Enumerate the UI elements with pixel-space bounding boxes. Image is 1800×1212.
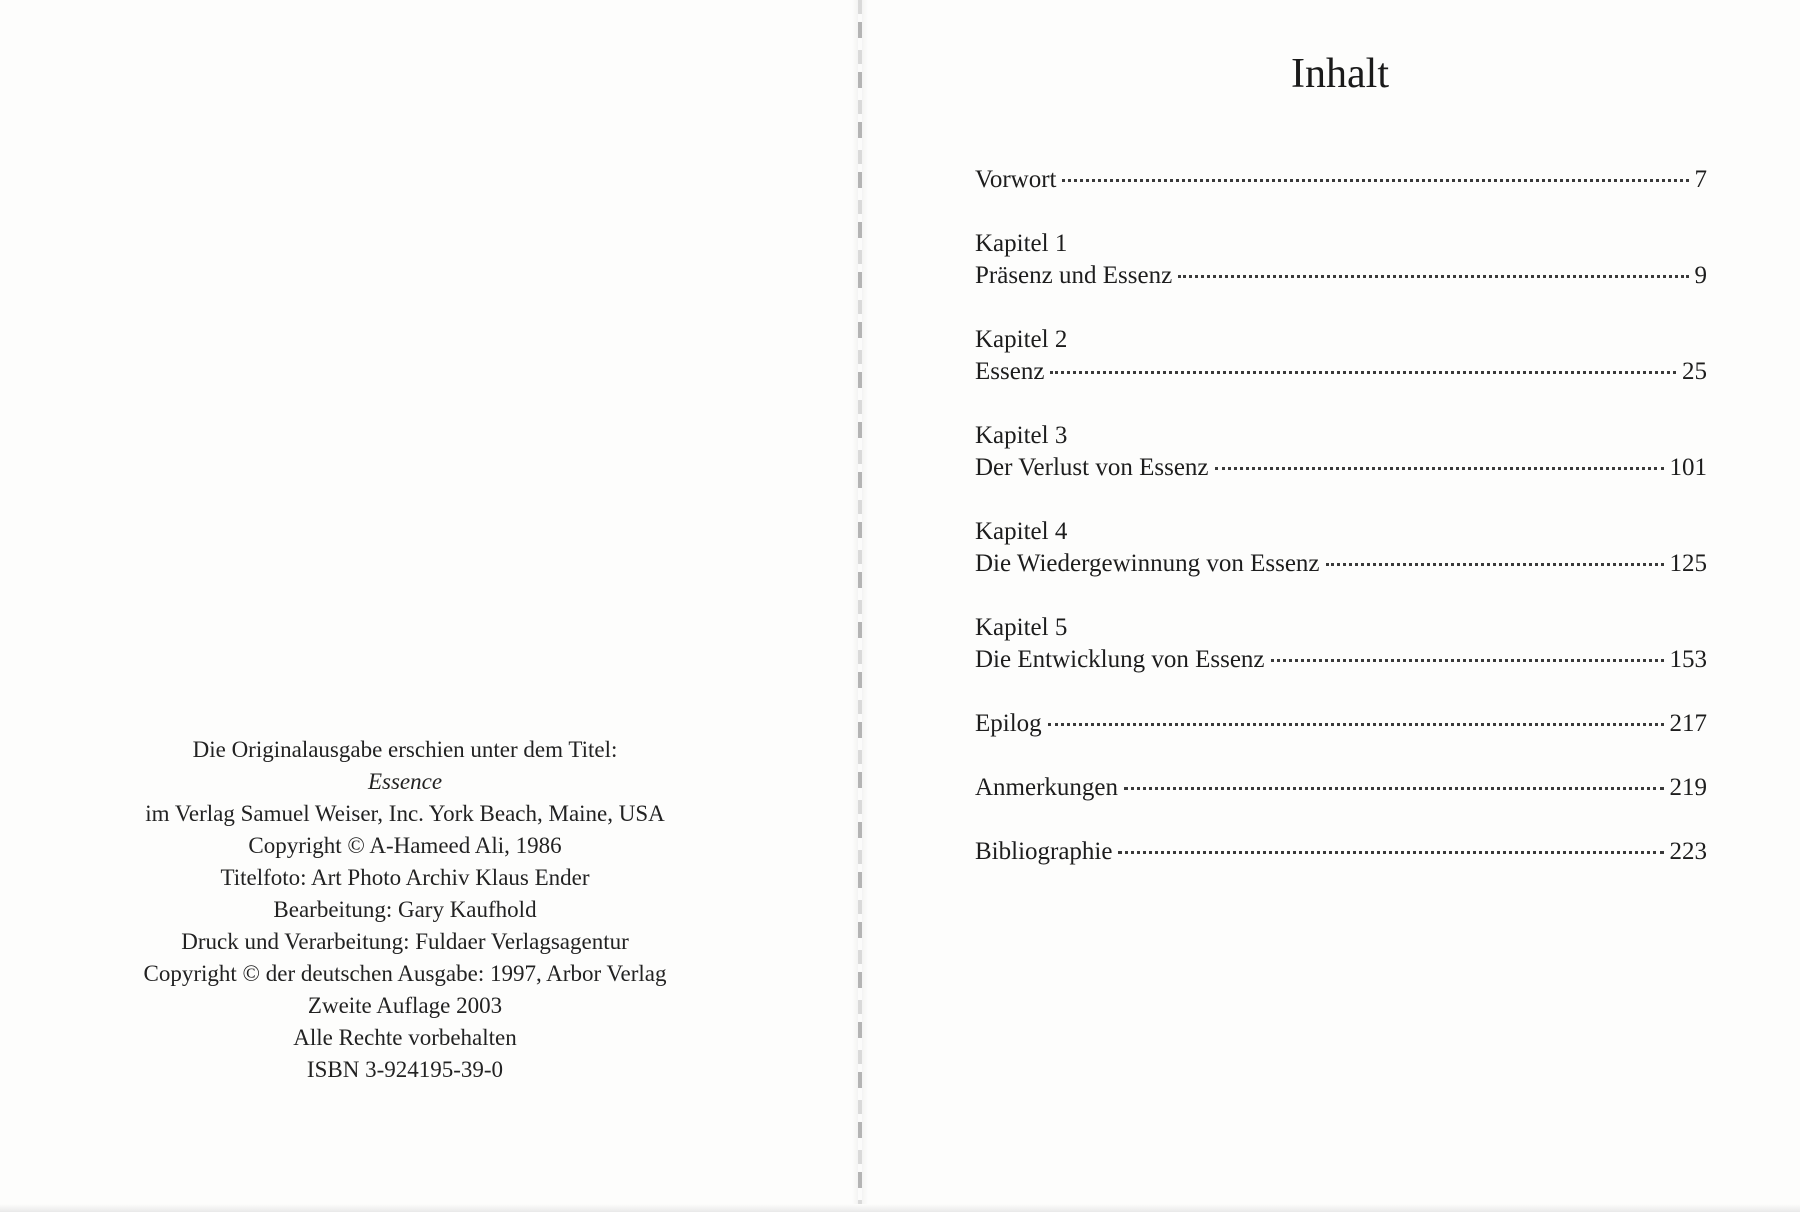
toc-row [975,772,1707,804]
toc-entry-label: Essenz [975,358,1045,385]
toc-chapter-number: Kapitel 2 [975,326,1068,353]
imprint-line-editing: Bearbeitung: Gary Kaufhold [273,897,537,922]
toc-page-number: 25 [1682,358,1707,385]
imprint-line-edition: Zweite Auflage 2003 [307,993,503,1018]
dot-leader [1048,723,1664,726]
toc-row [975,644,1707,676]
imprint-line-original-title: Essence [367,769,443,794]
imprint-line-publisher: im Verlag Samuel Weiser, Inc. York Beach, Maine, USA [145,801,665,826]
toc-entry-label: Präsenz und Essenz [975,262,1173,289]
toc-entry-label: Die Entwicklung von Essenz [975,646,1265,673]
toc-entry-label: Bibliographie [975,838,1113,865]
toc-row [975,708,1707,740]
toc-page-number: 7 [1694,166,1707,193]
toc-page-number: 223 [1669,838,1707,865]
toc-row [975,260,1707,292]
book-gutter [858,0,862,1212]
toc-chapter-number: Kapitel 4 [975,518,1068,545]
toc-entry-label: Die Wiedergewinnung von Essenz [975,550,1320,577]
toc-row [975,452,1707,484]
toc-page-number: 9 [1694,262,1707,289]
toc-entry-bibliographie[interactable] [975,836,1707,868]
imprint-line-cover-photo: Titelfoto: Art Photo Archiv Klaus Ender [220,865,590,890]
toc-row [975,356,1707,388]
imprint-line-copyright-original: Copyright © A-Hameed Ali, 1986 [248,833,562,858]
toc-page-number: 101 [1669,454,1707,481]
page-bottom-edge [0,1204,1800,1212]
toc-title: Inhalt [1291,51,1389,97]
imprint-block [100,734,710,1086]
toc-row [975,164,1707,196]
toc-entry-kapitel-1[interactable] [975,228,1707,292]
dot-leader [1050,371,1676,374]
toc-entry-kapitel-5[interactable] [975,612,1707,676]
imprint-line-isbn: ISBN 3-924195-39-0 [306,1057,504,1082]
toc-chapter-number: Kapitel 1 [975,230,1068,257]
imprint-line-copyright-german: Copyright © der deutschen Ausgabe: 1997, Arbor Verlag [143,961,667,986]
toc-row [975,836,1707,868]
toc-entry-label: Vorwort [975,166,1057,193]
toc-row [975,548,1707,580]
toc-entry-label: Epilog [975,710,1042,737]
dot-leader [1215,467,1664,470]
dot-leader [1124,787,1663,790]
toc-entry-kapitel-3[interactable] [975,420,1707,484]
toc-entry-kapitel-2[interactable] [975,324,1707,388]
toc-page-number: 217 [1669,710,1707,737]
toc-entry-label: Der Verlust von Essenz [975,454,1209,481]
toc-page-number: 219 [1669,774,1707,801]
imprint-line-original-edition: Die Originalausgabe erschien unter dem Titel: [192,737,618,762]
toc-entry-vorwort[interactable] [975,164,1707,196]
dot-leader [1326,563,1664,566]
toc-entry-label: Anmerkungen [975,774,1119,801]
imprint-line-printing: Druck und Verarbeitung: Fuldaer Verlagsagentur [181,929,629,954]
toc-entry-anmerkungen[interactable] [975,772,1707,804]
toc-page-number: 125 [1669,550,1707,577]
toc-chapter-number: Kapitel 5 [975,614,1068,641]
dot-leader [1271,659,1664,662]
toc-page-number: 153 [1669,646,1707,673]
imprint-line-rights: Alle Rechte vorbehalten [293,1025,517,1050]
dot-leader [1178,275,1688,278]
toc-entry-epilog[interactable] [975,708,1707,740]
toc-entry-kapitel-4[interactable] [975,516,1707,580]
toc-chapter-number: Kapitel 3 [975,422,1068,449]
dot-leader [1062,179,1688,182]
dot-leader [1118,851,1663,854]
